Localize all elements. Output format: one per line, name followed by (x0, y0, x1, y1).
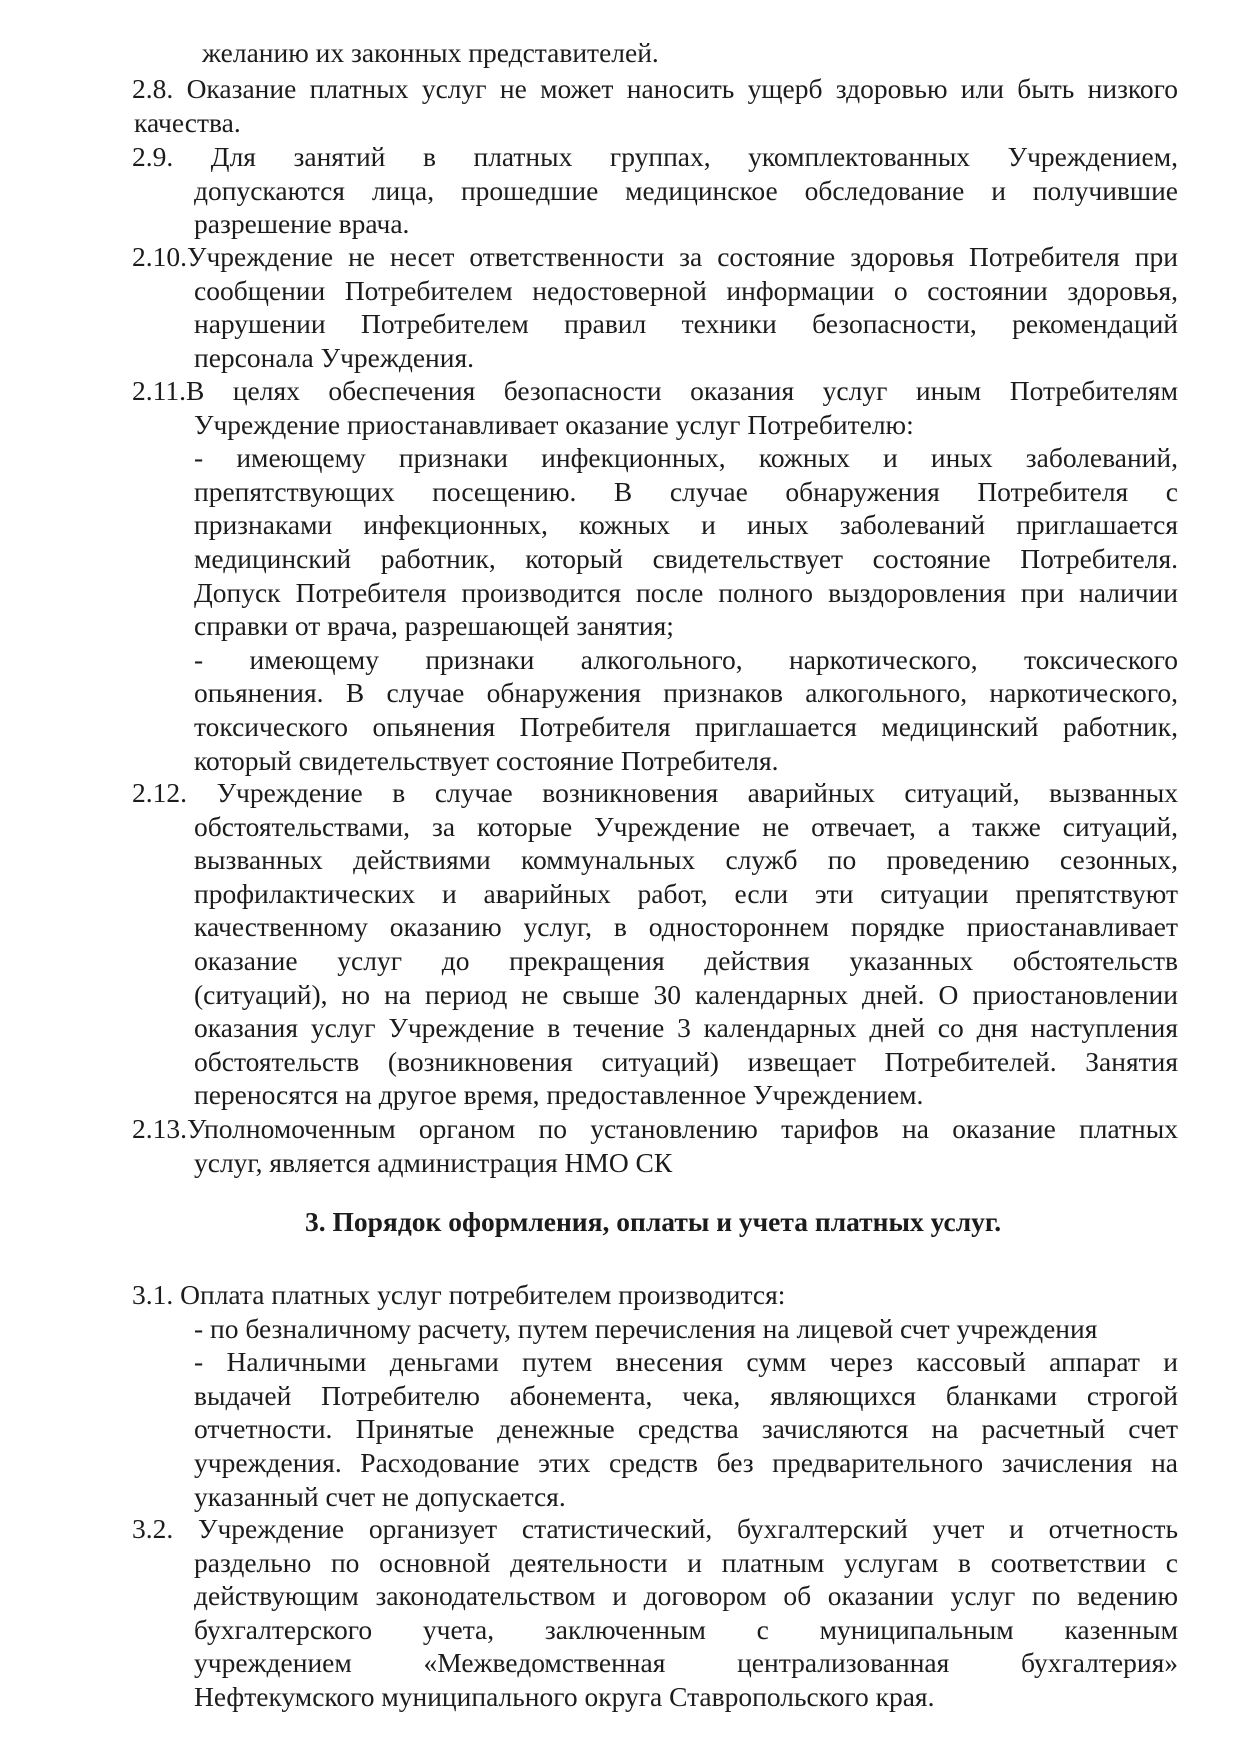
text-line: бухгалтерского учета, заключенным с муниципальным казенным (194, 1613, 1178, 1645)
text-line: опьянения. В случае обнаружения признаков алкогольного, наркотического, (194, 677, 1178, 709)
text-line: учреждением «Межведомственная централизованная бухгалтерия» (194, 1647, 1178, 1679)
text-line: 3.2. Учреждение организует статистический, бухгалтерский учет и отчетность (132, 1513, 1178, 1544)
paragraph-2-7-continuation (132, 36, 1178, 70)
paragraph-3-1 (132, 1278, 1178, 1513)
section-heading: 3. Порядок оформления, оплаты и учета платных услуг. (305, 1206, 1002, 1237)
text-line: - Наличными деньгами путем внесения сумм через кассовый аппарат и (194, 1346, 1178, 1378)
text-line: раздельно по основной деятельности и платным услугам в соответствии с (194, 1546, 1178, 1578)
text-line: 2.11.В целях обеспечения безопасности оказания услуг иным Потребителям (132, 375, 1178, 406)
text-line: переносятся на другое время, предоставленное Учреждением. (194, 1079, 924, 1111)
text-line: - имеющему признаки алкогольного, наркотического, токсического (194, 643, 1178, 675)
text-line: сообщении Потребителем недостоверной информации о состоянии здоровья, (194, 274, 1178, 306)
text-line: 2.10.Учреждение не несет ответственности за состояние здоровья Потребителя при (132, 241, 1178, 272)
text-line: справки от врача, разрешающей занятия; (194, 610, 674, 642)
text-line: отчетности. Принятые денежные средства зачисляются на расчетный счет (194, 1413, 1178, 1445)
text-line: препятствующих посещению. В случае обнаружения Потребителя с (194, 475, 1178, 507)
text-line: выдачей Потребителю абонемента, чека, являющихся бланками строгой (194, 1379, 1178, 1411)
text-line: 2.8. Оказание платных услуг не может наносить ущерб здоровью или быть низкого (132, 73, 1178, 104)
text-line: разрешение врача. (194, 208, 410, 240)
text-line: качества. (134, 106, 241, 138)
text-line: обстоятельств (возникновения ситуаций) извещает Потребителей. Занятия (194, 1045, 1178, 1077)
paragraph-2-11 (132, 374, 1178, 777)
paragraph-2-10 (132, 240, 1178, 374)
text-line: Учреждение приостанавливает оказание услуг Потребителю: (194, 408, 914, 440)
paragraph-3-2 (132, 1512, 1178, 1714)
paragraph-2-12 (132, 776, 1178, 1112)
text-line: допускаются лица, прошедшие медицинское обследование и получившие (194, 174, 1178, 206)
text-line: профилактических и аварийных работ, если эти ситуации препятствуют (194, 877, 1178, 909)
text-line: 3.1. Оплата платных услуг потребителем производится: (132, 1279, 786, 1310)
text-line: Нефтекумского муниципального округа Ставропольского края. (194, 1680, 935, 1712)
text-line: оказание услуг до прекращения действия указанных обстоятельств (194, 944, 1178, 976)
text-line: учреждения. Расходование этих средств без предварительного зачисления на (194, 1446, 1178, 1478)
paragraph-2-8 (132, 72, 1178, 139)
text-line: (ситуаций), но на период не свыше 30 календарных дней. О приостановлении (194, 978, 1178, 1010)
text-line: желанию их законных представителей. (202, 37, 659, 68)
paragraph-2-13 (132, 1112, 1178, 1179)
text-line: 2.13.Уполномоченным органом по установлению тарифов на оказание платных (132, 1113, 1178, 1144)
text-line: услуг, является администрация НМО СК (194, 1146, 673, 1178)
text-line: признаками инфекционных, кожных и иных заболеваний приглашается (194, 509, 1178, 541)
text-line: 2.9. Для занятий в платных группах, укомплектованных Учреждением, (132, 141, 1178, 172)
text-line: нарушении Потребителем правил техники безопасности, рекомендаций (194, 308, 1178, 340)
text-line: указанный счет не допускается. (194, 1480, 566, 1512)
text-line: оказания услуг Учреждение в течение 3 календарных дней со дня наступления (194, 1012, 1178, 1044)
paragraph-2-9 (132, 140, 1178, 241)
text-line: обстоятельствами, за которые Учреждение не отвечает, а также ситуаций, (194, 810, 1178, 842)
text-line: качественному оказанию услуг, в одностороннем порядке приостанавливает (194, 911, 1178, 943)
text-line: 2.12. Учреждение в случае возникновения аварийных ситуаций, вызванных (132, 777, 1178, 808)
text-line: Допуск Потребителя производится после полного выздоровления при наличии (194, 576, 1178, 608)
text-line: медицинский работник, который свидетельствует состояние Потребителя. (194, 542, 1178, 574)
text-line: действующим законодательством и договором об оказании услуг по ведению (194, 1580, 1178, 1612)
text-line: который свидетельствует состояние Потребителя. (194, 744, 779, 776)
text-line: - имеющему признаки инфекционных, кожных и иных заболеваний, (194, 442, 1178, 474)
text-line: персонала Учреждения. (194, 341, 475, 373)
text-line: токсического опьянения Потребителя приглашается медицинский работник, (194, 710, 1178, 742)
text-line: - по безналичному расчету, путем перечисления на лицевой счет учреждения (194, 1312, 1098, 1344)
text-line: вызванных действиями коммунальных служб по проведению сезонных, (194, 844, 1178, 876)
